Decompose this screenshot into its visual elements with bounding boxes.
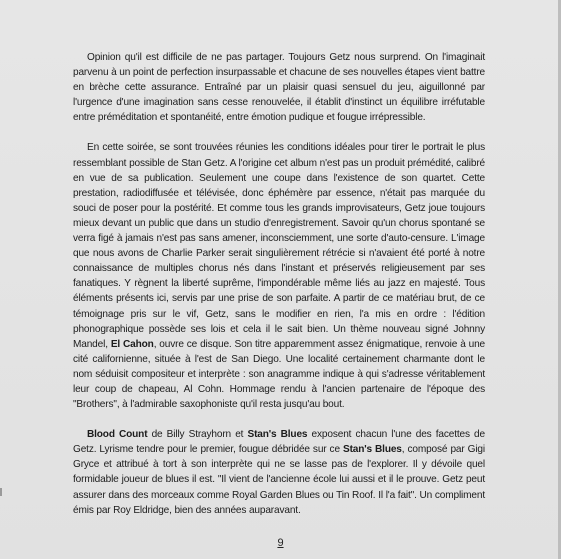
paragraph-1 (73, 50, 485, 125)
title-reference: Blood Count (87, 429, 148, 441)
text-run: En cette soirée, se sont trouvées réunies les conditions idéales pour tirer le portrait le plus ressemblant possible de Stan Getz. A l'origine cet album n'est pas un produit prémédité, calibré en vue de sa publication. Seulement une coupe dans l'existence de son quartet. Cette prestation, radiodiffusée et télévisée, donc éphémère par essence, n'était pas marquée du souci de poser pour la postérité. Et comme tous les grands improvisateurs, Getz joue toujours mieux devant un public que dans un studio d'enregistrement. Savoir qu'un chorus spontané se verra figé à jamais n'est pas sans amener, inconsciemment, une sorte d'auto-censure. L'image que nous avons de Charlie Parker serait singulièrement rétrécie si n'avaient été porté à notre connaissance de multiples chorus nés dans l'instant et préservés religieusement par ses fanatiques. Y règnent la liberté suprême, l'impondérable même liés au jazz en majesté. Tous éléments présents ici, servis par une prise de son parfaite. A partir de ce matériau brut, de ce témoignage pris sur le vif, Getz, sans le modifier en rien, l'a mis en ordre : l'édition phonographique possède ses lois et cela il le sait bien. Un thème nouveau signé Johnny Mandel, (73, 142, 485, 350)
page-number: 9 (277, 537, 284, 549)
title-reference: Stan's Blues (342, 444, 402, 456)
margin-mark (0, 488, 2, 496)
text-run: exposent chacun l'une des facettes de Getz. Lyrisme tendre pour le premier, fougue débridée sur ce (73, 429, 485, 456)
title-reference: El Cahon (110, 338, 154, 350)
text-run: Opinion qu'il est difficile de ne pas partager. Toujours Getz nous surprend. On l'imaginait parvenu à un point de perfection insurpassable et chacune de ses nouvelles étapes vient battre en brèche cette assurance. Entraîné par un plaisir quasi sensuel du jeu, aiguillonné par l'urgence d'une imagination sans cesse renouvelée, il établit d'instinct un équilibre irréfutable entre préméditation et spontanéité, entre émotion pudique et fougue irrépressible. (73, 52, 485, 124)
paragraph-3 (73, 427, 485, 518)
text-run: de Billy Strayhorn et (147, 429, 248, 441)
text-run: , ouvre ce disque. Son titre apparemment assez énigmatique, renvoie à une cité californienne, située à l'est de San Diego. Une localité certainement charmante dont le nom séduisit compositeur et interprète : son anagramme indique à qui s'adresse véritablement leur coup de chapeau, Al Cohn. Hommage rendu à l'ancien partenaire de l'époque des "Brothers", à l'admirable saxophoniste qu'il resta jusqu'au bout. (73, 338, 486, 411)
body-text (73, 50, 485, 533)
paragraph-2 (73, 140, 485, 412)
text-run: , composé par Gigi Gryce et attribué à tort à son interprète qui ne se lasse pas de l'explorer. Il y dévoile quel formidable joueur de blues il est. "Il vient de l'ancienne école lui aussi et il le prouve. Getz peut assurer dans des morceaux comme Royal Garden Blues ou Tin Roof. Il l'a fait". Un compliment émis par Roy Eldridge, bien des années auparavant. (73, 444, 485, 516)
title-reference: Stan's Blues (247, 429, 308, 441)
